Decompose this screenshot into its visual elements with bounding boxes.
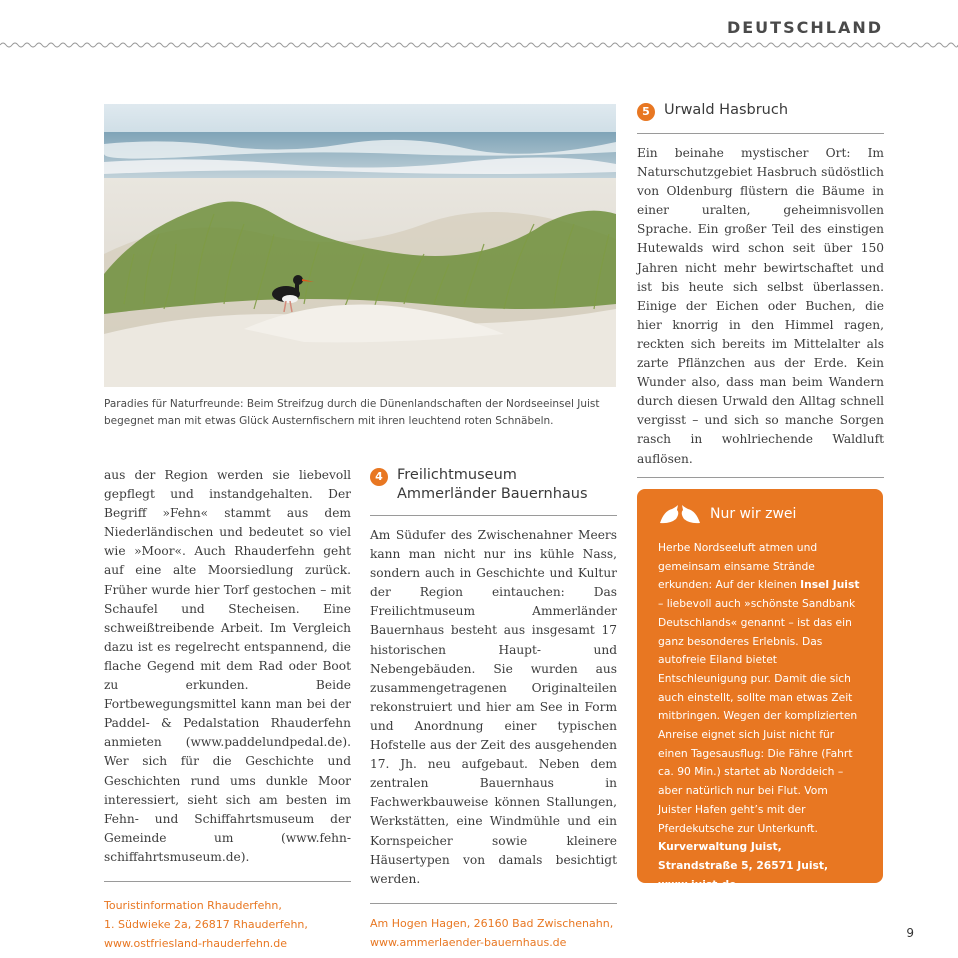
caption-line: begegnet man mit etwas Glück Austernfischern mit ihren leuchtend roten Schnäbeln. (104, 415, 554, 427)
section-title: DEUTSCHLAND (726, 18, 883, 37)
box-contact-bold[interactable]: www.juist.de (658, 877, 737, 891)
caption-line: Paradies für Naturfreunde: Beim Streifzug durch die Dünenlandschaften der Nordseeinsel Juist (104, 398, 600, 410)
contact-link[interactable]: www.ostfriesland-rhauderfehn.de (104, 936, 288, 950)
box-contact-line (658, 838, 863, 857)
section-number-badge: 4 (370, 468, 388, 486)
contact-line: Touristinformation Rhauderfehn, (104, 898, 282, 912)
section-heading (637, 101, 884, 121)
section-urwald-hasbruch (637, 101, 884, 507)
contact-line: 1. Südwieke 2a, 26817 Rhauderfehn, (104, 917, 308, 931)
info-box-nur-wir-zwei (637, 489, 883, 891)
divider (370, 903, 617, 904)
divider (637, 477, 884, 478)
dune-photo (104, 104, 616, 387)
contact-line: Am Hogen Hagen, 26160 Bad Zwischenahn, (370, 916, 614, 930)
box-title: Nur wir zwei (710, 506, 797, 522)
wavy-divider (0, 40, 958, 50)
article-text: aus der Region werden sie liebevoll gepflegt und instandgehalten. Der Begriff »Fehn« stammt aus dem Niederländischen und bedeutet so viel wie »Moor«. Auch Rhauderfehn geht auf eine alte Moorsiedlung zurück. Früher wurde hier Torf gestochen – mit Schaufel und Stecheisen. Eine schweißtreibende Arbeit. Im Vergleich dazu ist es regelrecht entspannend, die flache Gegend mit dem Rad oder Boot zu erkunden. Beide Fortbewegungsmittel kann man bei der Paddel- & Pedalstation Rhauderfehn anmieten (www.paddelundpedal.de). Wer sich für die Geschichte und Geschichten rund ums dunkle Moor interessiert, sieht sich am besten im Fehn- und Schiffahrtsmuseum der Gemeinde um (www.fehn-schiffahrtsmuseum.de). (104, 468, 351, 864)
box-text (658, 539, 863, 838)
article-text: Am Südufer des Zwischenahner Meers kann man nicht nur ins kühle Nass, sondern auch in Geschichte und Kultur der Region eintauchen: Das Freilichtmuseum Ammerländer Bauernhaus besteht aus insgesamt 17 historischen Haupt- und Nebengebäuden. Sie wurden aus zusammengetragenen Originalteilen rekonstruiert und hier am See in Form und Anordnung einer typischen Hofstelle aus der Zeit des ausgehenden 17. Jh. neu aufgebaut. Neben dem zentralen Bauernhaus in Fachwerkbauweise können Stallungen, Werkstätten, eine Windmühle und ein Kornspeicher sowie kleinere Häusertypen von damals besichtigt werden. (370, 528, 617, 886)
contact-link[interactable]: www.ammerlaender-bauernhaus.de (370, 935, 567, 949)
divider (370, 515, 617, 516)
box-text-part: – liebevoll auch »schönste Sandbank Deutschlands« genannt – ist das ein ganz besonderes Erlebnis. Das autofreie Eiland bietet Entschleunigung pur. Damit die sich auch einstellt, sollte man etwas Zeit mitbringen. Wegen der komplizierten Anreise eignet sich Juist nicht für einen Tagesausflug: Die Fähre (Fahrt ca. 90 Min.) startet ab Norddeich – aber natürlich nur bei Flut. Vom Juister Hafen geht’s mit der Pferdekutsche zur Unterkunft. (658, 597, 858, 835)
two-birds-icon (658, 503, 702, 525)
column-rhauderfehn (104, 466, 351, 953)
box-text-part: Herbe Nordseeluft atmen und gemeinsam einsame Strände erkunden: Auf der kleinen (658, 541, 818, 592)
section-title: Urwald Hasbruch (664, 102, 789, 118)
section-heading (370, 466, 617, 504)
article-text: Ein beinahe mystischer Ort: Im Naturschutzgebiet Hasbruch südöstlich von Oldenburg flüstern die Bäume in einer uralten, geheimnisvollen Sprache. Ein großer Teil des einstigen Hutewalds wird schon seit über 150 Jahren nicht mehr bewirtschaftet und ist bis heute sich selbst überlassen. Einige der Eichen oder Buchen, die hier knorrig in den Himmel ragen, reckten sich bereits im Mittelalter als zarte Pflänzchen aus der Erde. Kein Wunder also, dass man beim Wandern durch diesen Urwald den Alltag schnell vergisst – und sich so manche Sorgen rasch in wohlriechende Waldluft auflösen. (637, 146, 884, 466)
section-freilichtmuseum (370, 466, 617, 952)
box-contact-bold: Strandstraße 5, 26571 Juist, (658, 858, 829, 872)
box-contact-link[interactable] (658, 876, 863, 895)
box-heading (658, 503, 863, 525)
page-number: 9 (906, 926, 914, 940)
box-contact-line (658, 857, 863, 876)
box-text-bold: Insel Juist (800, 578, 860, 592)
section-number-badge: 5 (637, 103, 655, 121)
section-title: Freilichtmuseum Ammerländer Bauernhaus (397, 467, 588, 502)
photo-caption (104, 396, 624, 430)
divider (637, 133, 884, 134)
divider (104, 881, 351, 882)
oystercatcher-dune-photo (104, 104, 616, 387)
box-contact-bold: Kurverwaltung Juist, (658, 840, 782, 854)
